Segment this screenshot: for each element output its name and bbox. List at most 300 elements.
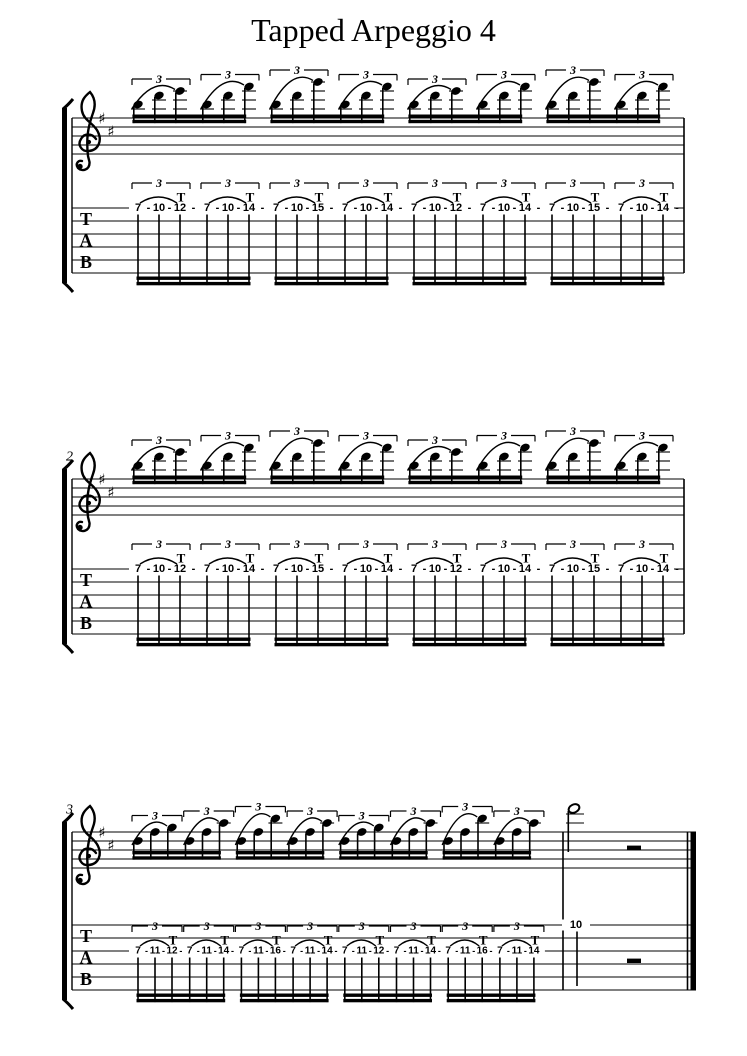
tuplet-bracket [132, 537, 190, 551]
fret-number: 14 [218, 945, 230, 957]
beam [551, 643, 665, 646]
fret-number: 7 [290, 945, 296, 957]
triplet-group [184, 804, 234, 957]
beam [408, 476, 522, 479]
fret-number: 11 [253, 945, 264, 957]
fret-separator: - [260, 563, 265, 575]
fret-separator: - [191, 563, 196, 575]
fret-separator: - [506, 946, 510, 956]
tab-staff-lines [72, 208, 684, 273]
beam [137, 994, 226, 997]
half-note [567, 803, 581, 815]
fret-separator: - [512, 202, 517, 214]
fret-number: 10 [428, 563, 442, 575]
fret-separator: - [334, 946, 338, 956]
fret-number: 10 [569, 919, 583, 931]
fret-number: 11 [149, 945, 161, 957]
system-1 [63, 63, 684, 292]
fret-number: 7 [479, 563, 487, 575]
fret-separator: - [248, 946, 252, 956]
fret-separator: - [265, 946, 269, 956]
fret-separator: - [282, 946, 286, 956]
triplet-group [614, 429, 673, 576]
fret-separator: - [523, 946, 527, 956]
tuplet-number: 3 [225, 67, 231, 82]
fret-number: 12 [373, 945, 385, 957]
tuplet-number: 3 [203, 804, 210, 818]
tuplet-number: 3 [294, 63, 300, 77]
tuplet-number: 3 [501, 428, 507, 443]
tuplet-number: 3 [639, 67, 645, 82]
fret-separator: - [675, 563, 679, 575]
tuplet-bracket [339, 429, 397, 443]
fret-number: 11 [201, 945, 212, 957]
fret-number: 7 [342, 945, 348, 957]
beam [408, 120, 522, 123]
fret-number: 10 [497, 202, 511, 214]
beam-group [546, 445, 664, 647]
fret-number: 7 [497, 945, 503, 957]
beam [275, 638, 389, 641]
fret-separator: - [398, 563, 403, 575]
final-barline-thick [691, 832, 697, 991]
tuplet-bracket [477, 429, 535, 443]
tap-indicator: T [176, 189, 186, 205]
triplet-group [287, 804, 337, 957]
tab-clef [80, 209, 93, 272]
tap-indicator: T [452, 189, 462, 205]
fret-separator: - [374, 202, 379, 214]
fret-separator: - [215, 563, 220, 575]
beam [137, 638, 251, 641]
tuplet-number: 3 [307, 804, 314, 818]
tap-indicator: T [659, 550, 669, 566]
tap-indicator: T [590, 550, 600, 566]
page-title: Tapped Arpeggio 4 [251, 12, 496, 48]
sharp-icon: ♯ [107, 483, 115, 502]
beam [546, 120, 660, 123]
beam [270, 115, 384, 118]
tuplet-bracket [132, 919, 182, 933]
fret-number: 14 [656, 563, 670, 575]
beam [270, 120, 384, 123]
fret-separator: - [443, 563, 448, 575]
fret-number: 14 [518, 202, 532, 214]
tuplet-number: 3 [225, 176, 231, 190]
tuplet-number: 3 [501, 176, 507, 190]
triplet-group [269, 424, 328, 575]
tuplet-number: 3 [570, 424, 576, 438]
tuplet-bracket [132, 176, 190, 190]
fret-separator: - [420, 946, 424, 956]
fret-number: 10 [635, 202, 649, 214]
tuplet-number: 3 [432, 433, 438, 447]
beam [240, 994, 329, 997]
treble-clef-icon [77, 806, 100, 884]
fret-number: 7 [186, 945, 193, 957]
notation-staff-lines [72, 479, 684, 515]
beam-group [339, 825, 432, 1003]
fret-separator: - [196, 946, 200, 956]
fret-number: 11 [511, 945, 523, 957]
fret-separator: - [467, 202, 472, 214]
tap-indicator: T [168, 932, 178, 948]
notation-staff-lines [72, 832, 696, 868]
sharp-icon: ♯ [98, 470, 106, 489]
triplet-group [494, 804, 544, 957]
beam [551, 282, 665, 285]
tuplet-bracket [132, 809, 182, 823]
tap-indicator: T [220, 932, 230, 948]
tuplet-number: 3 [307, 919, 314, 933]
system-2 [63, 424, 684, 653]
fret-separator: - [605, 202, 610, 214]
tap-indicator: T [314, 189, 324, 205]
fret-separator: - [146, 202, 151, 214]
tuplet-bracket [442, 919, 492, 933]
tap-indicator: T [521, 189, 531, 205]
fret-number: 7 [445, 945, 451, 957]
tuplet-bracket [287, 804, 337, 818]
tuplet-number: 3 [255, 799, 262, 814]
tuplet-number: 3 [294, 176, 300, 190]
beam [236, 851, 324, 854]
fret-separator: - [650, 563, 655, 575]
beam [343, 994, 432, 997]
fret-separator: - [398, 202, 403, 214]
tuplet-bracket [408, 72, 466, 86]
tuplet-bracket [132, 72, 190, 86]
beam [132, 851, 221, 854]
fret-separator: - [422, 563, 427, 575]
fret-separator: - [422, 202, 427, 214]
tuplet-bracket [408, 433, 466, 447]
tap-indicator: T [176, 550, 186, 566]
half-rest [627, 959, 641, 963]
fret-separator: - [581, 202, 586, 214]
beam [137, 282, 251, 285]
tuplet-number: 3 [363, 176, 369, 190]
fret-number: 15 [587, 202, 601, 214]
fret-separator: - [215, 202, 220, 214]
tuplet-number: 3 [156, 72, 162, 86]
tap-indicator: T [245, 189, 255, 205]
beam-group [132, 449, 250, 646]
tuplet-bracket [235, 919, 285, 933]
tab-letter: B [79, 252, 93, 272]
tuplet-number: 3 [462, 919, 469, 933]
fret-number: 10 [290, 563, 304, 575]
tap-indicator: T [659, 189, 669, 205]
fret-separator: - [489, 946, 493, 956]
beam-group [270, 445, 388, 647]
fret-number: 15 [311, 202, 325, 214]
beam [275, 643, 389, 646]
fret-number: 11 [304, 945, 316, 957]
beam [443, 856, 531, 859]
beam [236, 856, 324, 859]
fret-separator: - [386, 946, 390, 956]
fret-separator: - [629, 563, 634, 575]
beam [447, 999, 536, 1002]
fret-number: 7 [341, 563, 349, 575]
fret-separator: - [351, 946, 355, 956]
tuplet-bracket [270, 63, 328, 77]
fret-separator: - [437, 946, 441, 956]
tuplet-number: 3 [363, 67, 369, 82]
fret-number: 7 [135, 945, 141, 957]
fret-number: 14 [380, 202, 394, 214]
tab-letter: B [79, 969, 93, 989]
fret-separator: - [581, 563, 586, 575]
triplet-group [131, 433, 190, 575]
tuplet-number: 3 [501, 67, 507, 82]
fret-separator: - [260, 202, 265, 214]
tap-indicator: T [383, 189, 393, 205]
fret-number: 14 [321, 945, 333, 957]
fret-separator: - [353, 202, 358, 214]
tuplet-bracket [494, 919, 544, 933]
fret-number: 7 [410, 563, 418, 575]
fret-number: 7 [341, 202, 349, 214]
beam-group [408, 88, 526, 285]
tab-staff-lines [72, 569, 684, 634]
tuplet-number: 3 [432, 537, 438, 551]
fret-separator: - [317, 946, 321, 956]
tuplet-number: 3 [570, 537, 576, 551]
fret-number: 16 [476, 945, 488, 957]
tuplet-number: 3 [225, 428, 231, 443]
tab-clef [80, 570, 93, 633]
fret-separator: - [512, 563, 517, 575]
fret-separator: - [167, 202, 172, 214]
beam-group [132, 88, 250, 285]
beam [240, 999, 329, 1002]
fret-separator: - [491, 563, 496, 575]
tuplet-bracket [391, 919, 441, 933]
fret-separator: - [443, 202, 448, 214]
fret-separator: - [231, 946, 235, 956]
fret-number: 14 [518, 563, 532, 575]
tuplet-bracket [442, 800, 492, 814]
fret-number: 10 [359, 563, 373, 575]
final-measure [562, 803, 641, 986]
triplet-group [476, 429, 535, 576]
tab-clef [80, 926, 93, 989]
tuplet-bracket [339, 809, 389, 823]
fret-number: 15 [311, 563, 325, 575]
tuplet-bracket [201, 537, 259, 551]
tuplet-bracket [132, 433, 190, 447]
tuplet-bracket [270, 537, 328, 551]
fret-number: 14 [656, 202, 670, 214]
fret-separator: - [179, 946, 183, 956]
tap-indicator: T [314, 550, 324, 566]
tuplet-bracket [615, 176, 673, 190]
fret-number: 11 [408, 945, 419, 957]
tab-letter: T [79, 209, 93, 229]
tuplet-bracket [546, 424, 604, 438]
fret-separator: - [329, 563, 334, 575]
tuplet-bracket [201, 176, 259, 190]
tuplet-number: 3 [570, 63, 576, 77]
fret-number: 10 [635, 563, 649, 575]
fret-separator: - [467, 563, 472, 575]
fret-number: 10 [359, 202, 373, 214]
tuplet-number: 3 [152, 808, 158, 823]
tuplet-bracket [546, 176, 604, 190]
fret-number: 7 [548, 563, 556, 575]
fret-number: 7 [393, 945, 400, 957]
beam [137, 277, 251, 280]
beam [275, 277, 389, 280]
tuplet-bracket [235, 800, 285, 814]
tuplet-number: 3 [225, 537, 231, 551]
beam-group [236, 820, 329, 1002]
tuplet-number: 3 [639, 537, 645, 551]
fret-number: 11 [459, 945, 471, 957]
fret-number: 10 [566, 563, 580, 575]
fret-number: 12 [173, 563, 187, 575]
triplet-group [442, 800, 492, 957]
fret-separator: - [300, 946, 304, 956]
fret-number: 16 [269, 945, 281, 957]
tuplet-bracket [339, 537, 397, 551]
fret-separator: - [560, 563, 565, 575]
beam-group [443, 820, 536, 1002]
beam [343, 999, 432, 1002]
tap-indicator: T [272, 932, 281, 948]
fret-number: 11 [356, 945, 368, 957]
tuplet-bracket [546, 537, 604, 551]
triplet-group [235, 800, 285, 957]
tap-indicator: T [375, 932, 385, 948]
system-3 [63, 800, 696, 1010]
tuplet-bracket [408, 176, 466, 190]
half-rest [627, 846, 641, 850]
tuplet-number: 3 [432, 176, 438, 190]
tap-indicator: T [452, 550, 462, 566]
tuplet-bracket [494, 804, 544, 818]
fret-separator: - [353, 563, 358, 575]
tuplet-bracket [184, 919, 234, 933]
fret-number: 10 [428, 202, 442, 214]
fret-separator: - [145, 946, 148, 956]
fret-number: 10 [497, 563, 511, 575]
fret-separator: - [605, 563, 610, 575]
tuplet-number: 3 [501, 537, 507, 551]
fret-number: 7 [410, 202, 418, 214]
tab-letter: T [79, 926, 93, 946]
fret-separator: - [368, 946, 372, 956]
tuplet-number: 3 [410, 919, 417, 933]
tap-indicator: T [478, 932, 488, 948]
tuplet-number: 3 [363, 537, 369, 551]
beam-group [132, 825, 225, 1003]
beam [132, 856, 221, 859]
triplet-group [614, 68, 673, 215]
beam [137, 643, 251, 646]
triplet-group [339, 809, 389, 957]
triplet-group [545, 63, 604, 214]
fret-separator: - [560, 202, 565, 214]
fret-number: 10 [566, 202, 580, 214]
beam [339, 856, 428, 859]
tuplet-number: 3 [462, 799, 469, 814]
fret-number: 7 [203, 563, 211, 575]
fret-number: 7 [272, 563, 280, 575]
tuplet-bracket [615, 429, 673, 443]
tuplet-bracket [615, 537, 673, 551]
triplet-group [200, 429, 259, 576]
tuplet-number: 3 [156, 433, 162, 447]
fret-number: 7 [617, 563, 625, 575]
fret-number: 7 [617, 202, 625, 214]
fret-separator: - [675, 202, 679, 214]
tuplet-number: 3 [639, 176, 645, 190]
fret-separator: - [167, 563, 172, 575]
fret-separator: - [491, 202, 496, 214]
fret-separator: - [213, 946, 217, 956]
fret-number: 12 [173, 202, 187, 214]
fret-number: 14 [424, 945, 437, 957]
fret-separator: - [472, 946, 476, 956]
beam [132, 476, 246, 479]
fret-number: 7 [548, 202, 556, 214]
tuplet-number: 3 [410, 804, 417, 818]
tuplet-bracket [477, 68, 535, 82]
beam [408, 481, 522, 484]
tuplet-bracket [339, 919, 389, 933]
tuplet-number: 3 [513, 804, 520, 818]
tuplet-bracket [546, 63, 604, 77]
tap-indicator: T [383, 550, 393, 566]
measure-number: 2 [66, 449, 73, 465]
beam [137, 999, 226, 1002]
fret-number: 10 [221, 563, 235, 575]
tap-indicator: T [521, 550, 531, 566]
tuplet-bracket [287, 919, 337, 933]
beam [546, 476, 660, 479]
tuplet-number: 3 [294, 537, 300, 551]
triplet-group [132, 809, 182, 957]
beam [546, 481, 660, 484]
sharp-icon: ♯ [107, 836, 115, 855]
tuplet-bracket [270, 176, 328, 190]
fret-separator: - [403, 946, 407, 956]
tuplet-bracket [477, 537, 535, 551]
fret-separator: - [162, 946, 165, 956]
triplet-group [391, 804, 441, 957]
tab-letter: A [79, 947, 93, 968]
tuplet-number: 3 [432, 72, 438, 86]
tuplet-bracket [615, 68, 673, 82]
triplet-group [407, 433, 466, 575]
fret-number: 15 [587, 563, 601, 575]
tuplet-bracket [184, 804, 234, 818]
triplet-group [200, 68, 259, 215]
tuplet-number: 3 [152, 919, 158, 933]
triplet-group [476, 68, 535, 215]
tap-indicator: T [530, 932, 540, 948]
tuplet-number: 3 [513, 919, 520, 933]
tuplet-bracket [391, 804, 441, 818]
fret-number: 10 [290, 202, 304, 214]
tap-indicator: T [245, 550, 255, 566]
fret-number: 14 [380, 563, 394, 575]
beam [270, 481, 384, 484]
fret-separator: - [374, 563, 379, 575]
